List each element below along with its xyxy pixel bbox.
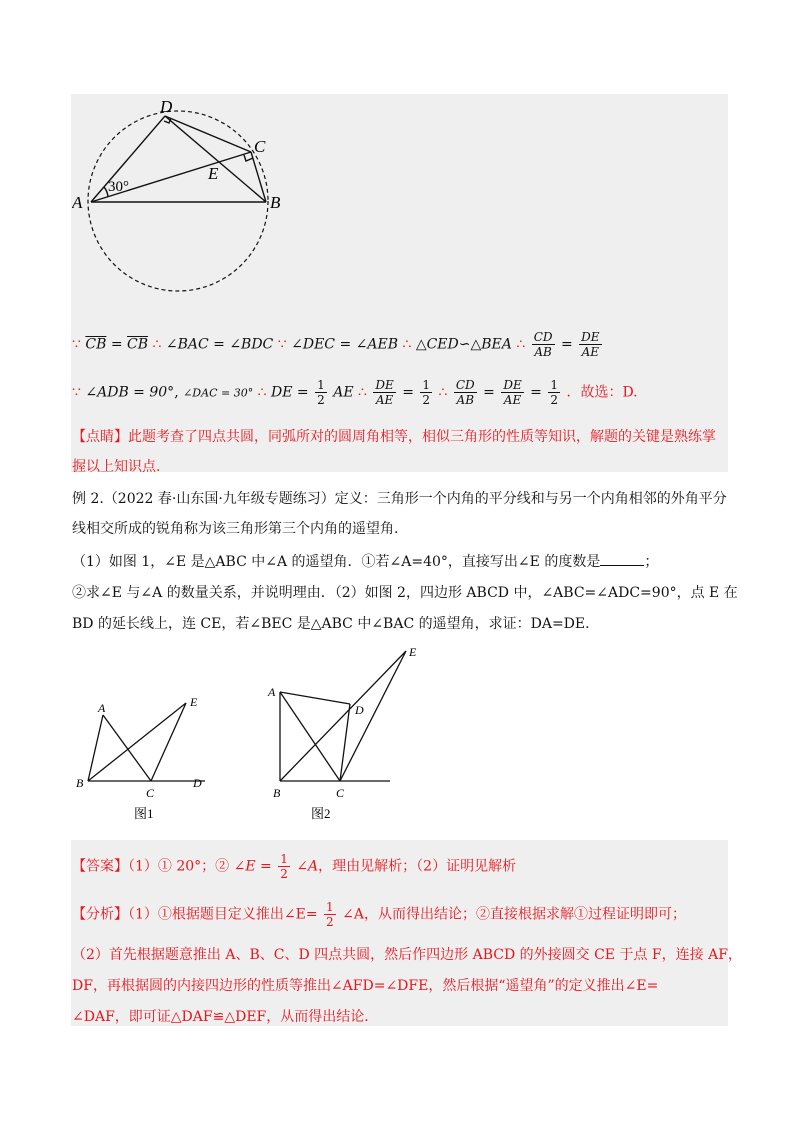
- label-c: C: [254, 137, 266, 156]
- example2-line-2: 线相交所成的锐角称为该三角形第三个内角的遥望角.: [72, 521, 399, 537]
- fig1-line-ac: [103, 715, 151, 781]
- dianjing-line-1: 【点睛】此题考查了四点共圆，同弧所对的圆周角相等，相似三角形的性质等知识，解题的关键是熟练掌: [72, 429, 716, 445]
- frac-de-ae-3: $\frac{DE}{AE}$: [503, 378, 522, 407]
- fig2-label-a: A: [268, 685, 276, 699]
- circle-dashed: [88, 111, 268, 291]
- label-b: B: [270, 193, 281, 212]
- label-a: A: [72, 193, 83, 212]
- fig1-caption: 图1: [134, 806, 154, 821]
- segment-dc: [165, 116, 251, 152]
- fig2-line-ce: [340, 651, 406, 781]
- example2-line-1: 例 2.（2022 春·山东国·九年级专题练习）定义：三角形一个内角的平分线和与另一个内角相邻的外角平分: [72, 491, 727, 507]
- fig2-label-c: C: [336, 786, 345, 800]
- fig2-label-e: E: [409, 645, 417, 659]
- analysis-line-2: （2）首先根据题意推出 A、B、C、D 四点共圆，然后作四边形 ABCD 的外接圆交 CE 于点 F，连接 AF，: [72, 947, 742, 963]
- frac-half-2: $\frac{1}{2}$: [422, 378, 431, 407]
- dianjing-line-2: 握以上知识点.: [72, 459, 161, 475]
- fig1-label-e: E: [190, 695, 198, 709]
- frac-cd-ab: $\frac{CD}{AB}$: [533, 330, 553, 359]
- example2-line-3: （1）如图 1，∠E 是△ABC 中∠A 的遥望角．①若∠A=40°，直接写出∠E 的度数是 ；: [72, 554, 659, 570]
- frac-de-ae-2: $\frac{DE}{AE}$: [375, 378, 394, 407]
- analysis-line-4: ∠DAF，即可证△DAF≌△DEF，从而得出结论.: [72, 1009, 369, 1025]
- label-d: D: [160, 97, 173, 116]
- frac-half-3: $\frac{1}{2}$: [550, 378, 558, 407]
- fig2-line-ac: [280, 692, 340, 781]
- frac-half-1: $\frac{1}{2}$: [317, 378, 325, 407]
- analysis-line-1: 【分析】（1）①根据题目定义推出∠E= $\frac{1}{2}$ ∠A，从而得出结论；②直接根据求解①过程证明即可；: [72, 900, 686, 929]
- fig2-line-ad: [280, 692, 350, 704]
- frac-cd-ab-2: $\frac{CD}{AB}$: [455, 378, 475, 407]
- figure-2: [265, 640, 430, 830]
- circle-diagram: [72, 96, 292, 296]
- answer-line: 【答案】（1）① 20°；② ∠E = $\frac{1}{2}$ ∠A，理由见解析；（2）证明见解析: [72, 852, 517, 881]
- fig1-line-ce: [151, 703, 186, 781]
- example2-line-4: ②求∠E 与∠A 的数量关系，并说明理由．（2）如图 2，四边形 ABCD 中，∠ABC=∠ADC=90°，点 E 在: [72, 585, 738, 601]
- frac-de-ae: $\frac{DE}{AE}$: [581, 330, 600, 359]
- answer-blank: [600, 553, 644, 566]
- answer-frac-half: $\frac{1}{2}$: [280, 852, 288, 881]
- fig1-label-c: C: [146, 786, 155, 800]
- fig2-caption: 图2: [311, 806, 331, 821]
- fig2-line-dc: [340, 704, 350, 781]
- figure-1: [72, 690, 222, 830]
- analysis-line-3: DF，再根据圆的内接四边形的性质等推出∠AFD=∠DFE，然后根据“遥望角”的定义推出∠E=: [72, 978, 659, 994]
- fig1-label-d: D: [193, 776, 202, 790]
- label-e: E: [208, 164, 219, 183]
- example2-line-5: BD 的延长线上，连 CE，若∠BEC 是△ABC 中∠BAC 的遥望角，求证：DA=DE.: [72, 616, 590, 632]
- fig1-label-b: B: [76, 776, 84, 790]
- fig2-label-d: D: [355, 703, 364, 717]
- solution-line-1: ∵ $\overline{CB} = \overline{CB}$ ∴ ∠BAC = ∠BDC ∵ ∠DEC = ∠AEB ∴ △CED∽△BEA ∴ $\frac{CD}{AB}$ = $\frac{DE}{AE}$: [72, 330, 600, 359]
- fig2-label-b: B: [273, 786, 281, 800]
- label-angle-30: 30°: [108, 179, 129, 195]
- fig1-label-a: A: [98, 701, 106, 715]
- solution-line-2: ∵ ∠ADB = 90°, ∠DAC = 30° ∴ DE = $\frac{1}{2}$ AE ∴ $\frac{DE}{AE}$ = $\frac{1}{2}$ ∴ $\frac{CD}{AB}$ = $\frac{DE}{AE}$ = $\frac{1}{2}$ ．故选：D.: [72, 378, 638, 407]
- analysis-frac-half: $\frac{1}{2}$: [326, 900, 334, 929]
